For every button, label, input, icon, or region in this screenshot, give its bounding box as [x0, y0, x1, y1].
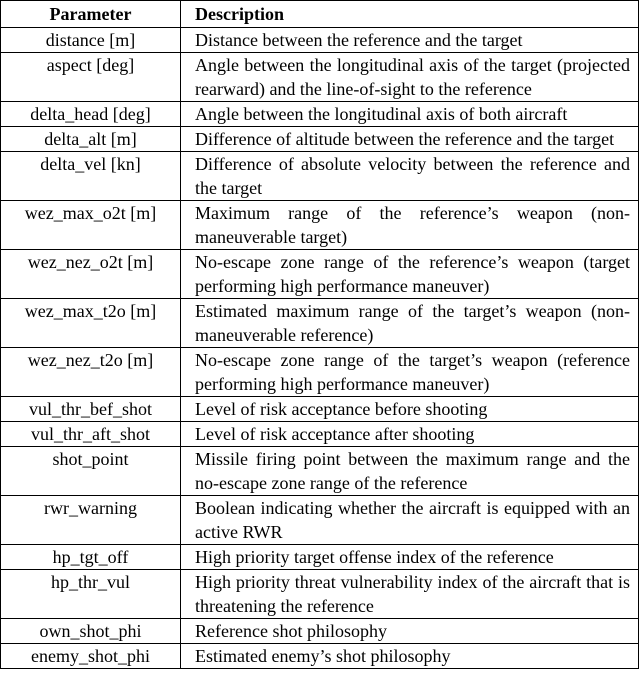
description-cell: High priority target offense index of the reference: [181, 545, 639, 570]
table-row: [1, 397, 639, 422]
parameter-cell: own_shot_phi: [1, 619, 181, 644]
parameter-cell: enemy_shot_phi: [1, 644, 181, 669]
description-cell: Estimated enemy’s shot philosophy: [181, 644, 639, 669]
parameter-cell: wez_nez_t2o [m]: [1, 348, 181, 397]
table-row: [1, 570, 639, 619]
description-cell: Level of risk acceptance after shooting: [181, 422, 639, 447]
description-cell: Reference shot philosophy: [181, 619, 639, 644]
parameter-cell: distance [m]: [1, 28, 181, 53]
parameter-cell: shot_point: [1, 447, 181, 496]
table-row: [1, 545, 639, 570]
table-row: [1, 102, 639, 127]
table-row: [1, 619, 639, 644]
parameter-cell: rwr_warning: [1, 496, 181, 545]
table-row: [1, 447, 639, 496]
table-row: [1, 496, 639, 545]
description-cell: Distance between the reference and the target: [181, 28, 639, 53]
description-cell: Maximum range of the reference’s weapon (non-maneuverable target): [181, 201, 639, 250]
parameter-cell: hp_thr_vul: [1, 570, 181, 619]
description-cell: High priority threat vulnerability index of the aircraft that is threatening the reference: [181, 570, 639, 619]
header-row: [1, 1, 639, 28]
table-row: [1, 299, 639, 348]
parameter-cell: delta_vel [kn]: [1, 152, 181, 201]
description-cell: Difference of altitude between the reference and the target: [181, 127, 639, 152]
header-description: Description: [181, 1, 639, 28]
parameter-cell: vul_thr_bef_shot: [1, 397, 181, 422]
parameter-cell: wez_max_t2o [m]: [1, 299, 181, 348]
table-row: [1, 152, 639, 201]
description-cell: No-escape zone range of the reference’s weapon (target performing high performance maneuver): [181, 250, 639, 299]
description-cell: Angle between the longitudinal axis of both aircraft: [181, 102, 639, 127]
header-parameter: Parameter: [1, 1, 181, 28]
description-cell: Estimated maximum range of the target’s weapon (non-maneuverable reference): [181, 299, 639, 348]
table-body: [1, 28, 639, 669]
parameter-cell: hp_tgt_off: [1, 545, 181, 570]
table-row: [1, 127, 639, 152]
description-cell: Difference of absolute velocity between the reference and the target: [181, 152, 639, 201]
description-cell: Boolean indicating whether the aircraft is equipped with an active RWR: [181, 496, 639, 545]
table-row: [1, 28, 639, 53]
description-cell: Angle between the longitudinal axis of the target (projected rearward) and the line-of-sight to the reference: [181, 53, 639, 102]
table-row: [1, 53, 639, 102]
table-row: [1, 250, 639, 299]
table-header: [1, 1, 639, 28]
table-row: [1, 422, 639, 447]
table-row: [1, 348, 639, 397]
parameter-cell: wez_nez_o2t [m]: [1, 250, 181, 299]
description-cell: No-escape zone range of the target’s weapon (reference performing high performance maneuver): [181, 348, 639, 397]
description-cell: Missile firing point between the maximum range and the no-escape zone range of the reference: [181, 447, 639, 496]
parameter-cell: vul_thr_aft_shot: [1, 422, 181, 447]
parameter-cell: delta_head [deg]: [1, 102, 181, 127]
parameter-cell: aspect [deg]: [1, 53, 181, 102]
parameter-cell: wez_max_o2t [m]: [1, 201, 181, 250]
parameter-cell: delta_alt [m]: [1, 127, 181, 152]
table-row: [1, 201, 639, 250]
description-cell: Level of risk acceptance before shooting: [181, 397, 639, 422]
table-row: [1, 644, 639, 669]
